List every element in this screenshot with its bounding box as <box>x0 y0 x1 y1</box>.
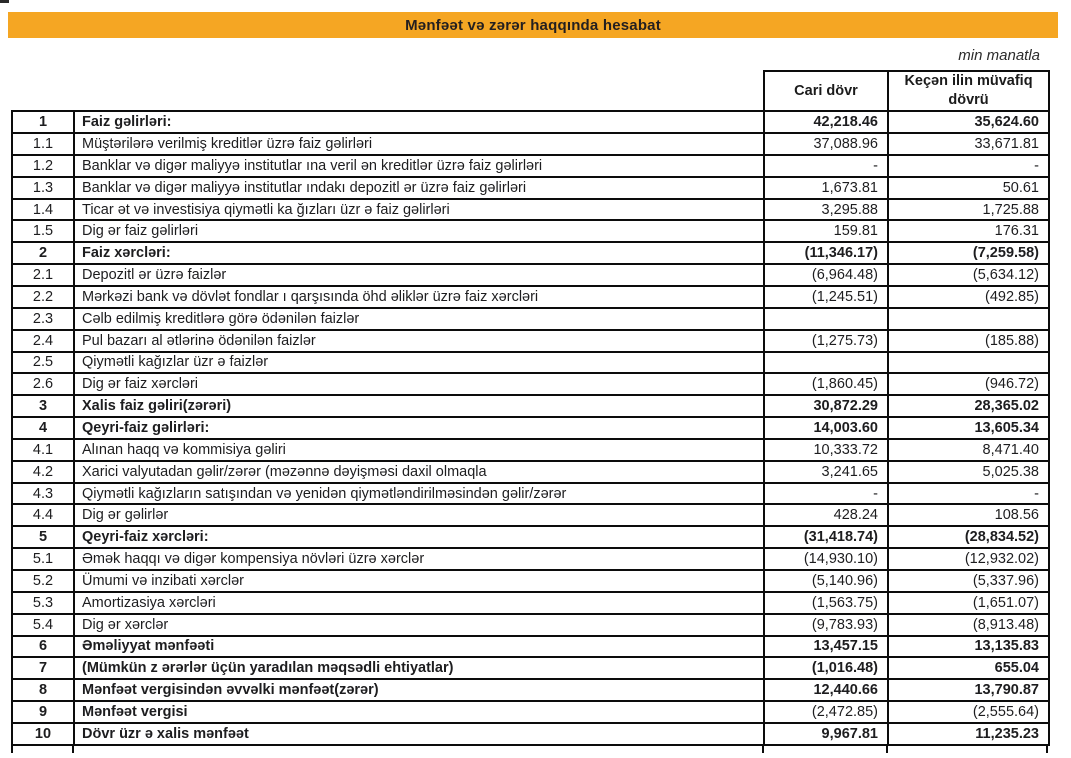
current-value-cell: (1,245.51) <box>764 286 888 308</box>
previous-value-cell: 11,235.23 <box>888 723 1049 745</box>
pl-table-body <box>12 111 1049 744</box>
row-number-cell: 6 <box>12 636 74 658</box>
current-value-cell <box>764 352 888 374</box>
row-number-cell: 5.3 <box>12 592 74 614</box>
row-number-cell: 1.5 <box>12 220 74 242</box>
row-label-cell: Qiymətli kağızların satışından və yenidən qiymətləndirilməsindən gəlir/zərər <box>74 483 764 505</box>
row-number-cell: 5.4 <box>12 614 74 636</box>
table-row <box>12 526 1049 548</box>
row-label-cell: Dig ər xərclər <box>74 614 764 636</box>
current-value-cell: (6,964.48) <box>764 264 888 286</box>
row-number-cell: 2.4 <box>12 330 74 352</box>
border-stub <box>762 744 764 753</box>
row-number-cell: 1.3 <box>12 177 74 199</box>
current-value-cell: 13,457.15 <box>764 636 888 658</box>
previous-value-cell: (7,259.58) <box>888 242 1049 264</box>
previous-value-cell: (492.85) <box>888 286 1049 308</box>
row-label-cell: Cəlb edilmiş kreditlərə görə ödənilən faizlər <box>74 308 764 330</box>
current-value-cell: 3,295.88 <box>764 199 888 221</box>
current-value-cell: - <box>764 483 888 505</box>
row-label-cell: Əməliyyat mənfəəti <box>74 636 764 658</box>
current-value-cell: (31,418.74) <box>764 526 888 548</box>
table-row <box>12 439 1049 461</box>
row-label-cell: Qeyri-faiz gəlirləri: <box>74 417 764 439</box>
border-stub <box>886 744 888 753</box>
previous-value-cell: (5,634.12) <box>888 264 1049 286</box>
row-label-cell: Pul bazarı al ətlərinə ödənilən faizlər <box>74 330 764 352</box>
previous-value-cell <box>888 308 1049 330</box>
row-label-cell: Dig ər gəlirlər <box>74 504 764 526</box>
previous-value-cell: 13,790.87 <box>888 679 1049 701</box>
previous-value-cell: (5,337.96) <box>888 570 1049 592</box>
row-number-cell: 2 <box>12 242 74 264</box>
row-number-cell: 10 <box>12 723 74 745</box>
current-value-cell: (5,140.96) <box>764 570 888 592</box>
border-stub <box>1046 744 1048 753</box>
row-number-cell: 5 <box>12 526 74 548</box>
table-row <box>12 461 1049 483</box>
row-number-cell: 7 <box>12 657 74 679</box>
previous-value-cell: 108.56 <box>888 504 1049 526</box>
unit-note: min manatla <box>958 47 1040 64</box>
row-label-cell: Müştərilərə verilmiş kreditlər üzrə faiz gəlirləri <box>74 133 764 155</box>
table-row <box>12 264 1049 286</box>
profit-loss-table <box>11 70 1050 746</box>
table-row <box>12 417 1049 439</box>
report-title-bar <box>8 12 1058 38</box>
previous-value-cell: 655.04 <box>888 657 1049 679</box>
column-header-current: Cari dövr <box>764 71 888 111</box>
previous-value-cell: (185.88) <box>888 330 1049 352</box>
table-row <box>12 111 1049 133</box>
row-number-cell: 2.6 <box>12 373 74 395</box>
table-row <box>12 614 1049 636</box>
row-label-cell: Xarici valyutadan gəlir/zərər (məzənnə dəyişməsi daxil olmaqla <box>74 461 764 483</box>
row-label-cell: Qiymətli kağızlar üzr ə faizlər <box>74 352 764 374</box>
table-row <box>12 504 1049 526</box>
previous-value-cell: (2,555.64) <box>888 701 1049 723</box>
row-label-cell: Dövr üzr ə xalis mənfəət <box>74 723 764 745</box>
border-stub <box>72 744 74 753</box>
current-value-cell: (1,275.73) <box>764 330 888 352</box>
current-value-cell: (11,346.17) <box>764 242 888 264</box>
previous-value-cell: 176.31 <box>888 220 1049 242</box>
previous-value-cell: (12,932.02) <box>888 548 1049 570</box>
row-label-cell: Dig ər faiz gəlirləri <box>74 220 764 242</box>
row-number-cell: 4.4 <box>12 504 74 526</box>
current-value-cell: (1,016.48) <box>764 657 888 679</box>
row-number-cell: 4.1 <box>12 439 74 461</box>
row-label-cell: Faiz xərcləri: <box>74 242 764 264</box>
row-number-cell: 8 <box>12 679 74 701</box>
row-number-cell: 2.2 <box>12 286 74 308</box>
table-row <box>12 352 1049 374</box>
header-spacer <box>12 71 764 111</box>
table-row <box>12 199 1049 221</box>
row-number-cell: 2.3 <box>12 308 74 330</box>
table-row <box>12 308 1049 330</box>
row-number-cell: 4.3 <box>12 483 74 505</box>
row-label-cell: Mənfəət vergisindən əvvəlki mənfəət(zərər) <box>74 679 764 701</box>
row-label-cell: (Mümkün z ərərlər üçün yaradılan məqsədli ehtiyatlar) <box>74 657 764 679</box>
previous-value-cell: 5,025.38 <box>888 461 1049 483</box>
row-label-cell: Qeyri-faiz xərcləri: <box>74 526 764 548</box>
table-row <box>12 483 1049 505</box>
previous-value-cell: 35,624.60 <box>888 111 1049 133</box>
current-value-cell: (9,783.93) <box>764 614 888 636</box>
row-number-cell: 1.4 <box>12 199 74 221</box>
current-value-cell: 9,967.81 <box>764 723 888 745</box>
table-row <box>12 330 1049 352</box>
previous-value-cell: 28,365.02 <box>888 395 1049 417</box>
current-value-cell <box>764 308 888 330</box>
table-row <box>12 723 1049 745</box>
table-row <box>12 373 1049 395</box>
previous-value-cell: - <box>888 483 1049 505</box>
row-number-cell: 1 <box>12 111 74 133</box>
previous-value-cell: 8,471.40 <box>888 439 1049 461</box>
current-value-cell: (1,860.45) <box>764 373 888 395</box>
row-label-cell: Mənfəət vergisi <box>74 701 764 723</box>
column-header-previous: Keçən ilin müvafiq dövrü <box>888 71 1049 111</box>
current-value-cell: 14,003.60 <box>764 417 888 439</box>
row-label-cell: Amortizasiya xərcləri <box>74 592 764 614</box>
table-row <box>12 242 1049 264</box>
row-number-cell: 5.2 <box>12 570 74 592</box>
row-label-cell: Depozitl ər üzrə faizlər <box>74 264 764 286</box>
current-value-cell: 12,440.66 <box>764 679 888 701</box>
table-row <box>12 133 1049 155</box>
previous-value-cell: 50.61 <box>888 177 1049 199</box>
row-label-cell: Ticar ət və investisiya qiymətli ka ğızları üzr ə faiz gəlirləri <box>74 199 764 221</box>
current-value-cell: 1,673.81 <box>764 177 888 199</box>
row-number-cell: 5.1 <box>12 548 74 570</box>
border-stub <box>11 744 13 753</box>
previous-value-cell: - <box>888 155 1049 177</box>
previous-value-cell: 13,135.83 <box>888 636 1049 658</box>
row-label-cell: Ümumi və inzibati xərclər <box>74 570 764 592</box>
table-row <box>12 570 1049 592</box>
previous-value-cell: (28,834.52) <box>888 526 1049 548</box>
table-header-row <box>12 71 1049 111</box>
current-value-cell: 42,218.46 <box>764 111 888 133</box>
table-row <box>12 592 1049 614</box>
row-label-cell: Əmək haqqı və digər kompensiya növləri üzrə xərclər <box>74 548 764 570</box>
current-value-cell: 428.24 <box>764 504 888 526</box>
table-row <box>12 679 1049 701</box>
row-number-cell: 4.2 <box>12 461 74 483</box>
current-value-cell: (14,930.10) <box>764 548 888 570</box>
table-row <box>12 155 1049 177</box>
table-row <box>12 395 1049 417</box>
table-row <box>12 220 1049 242</box>
previous-value-cell <box>888 352 1049 374</box>
current-value-cell: 37,088.96 <box>764 133 888 155</box>
table-row <box>12 701 1049 723</box>
row-number-cell: 2.5 <box>12 352 74 374</box>
current-value-cell: (2,472.85) <box>764 701 888 723</box>
table-row <box>12 286 1049 308</box>
current-value-cell: 3,241.65 <box>764 461 888 483</box>
row-number-cell: 1.1 <box>12 133 74 155</box>
row-number-cell: 9 <box>12 701 74 723</box>
table-row <box>12 636 1049 658</box>
row-label-cell: Xalis faiz gəliri(zərəri) <box>74 395 764 417</box>
previous-value-cell: (946.72) <box>888 373 1049 395</box>
row-number-cell: 4 <box>12 417 74 439</box>
row-label-cell: Alınan haqq və kommisiya gəliri <box>74 439 764 461</box>
row-label-cell: Mərkəzi bank və dövlət fondlar ı qarşısında öhd əliklər üzrə faiz xərcləri <box>74 286 764 308</box>
table-row <box>12 657 1049 679</box>
table-row <box>12 548 1049 570</box>
row-number-cell: 1.2 <box>12 155 74 177</box>
row-number-cell: 3 <box>12 395 74 417</box>
previous-value-cell: 1,725.88 <box>888 199 1049 221</box>
previous-value-cell: (1,651.07) <box>888 592 1049 614</box>
previous-value-cell: 33,671.81 <box>888 133 1049 155</box>
row-label-cell: Dig ər faiz xərcləri <box>74 373 764 395</box>
row-number-cell: 2.1 <box>12 264 74 286</box>
row-label-cell: Banklar və digər maliyyə institutlar ındakı depozitl ər üzrə faiz gəlirləri <box>74 177 764 199</box>
row-label-cell: Faiz gəlirləri: <box>74 111 764 133</box>
table-row <box>12 177 1049 199</box>
row-label-cell: Banklar və digər maliyyə institutlar ına veril ən kreditlər üzrə faiz gəlirləri <box>74 155 764 177</box>
current-value-cell: 159.81 <box>764 220 888 242</box>
scan-artifact <box>0 0 9 3</box>
previous-value-cell: 13,605.34 <box>888 417 1049 439</box>
page-title: Mənfəət və zərər haqqında hesabat <box>405 16 661 34</box>
current-value-cell: - <box>764 155 888 177</box>
current-value-cell: (1,563.75) <box>764 592 888 614</box>
current-value-cell: 30,872.29 <box>764 395 888 417</box>
previous-value-cell: (8,913.48) <box>888 614 1049 636</box>
current-value-cell: 10,333.72 <box>764 439 888 461</box>
